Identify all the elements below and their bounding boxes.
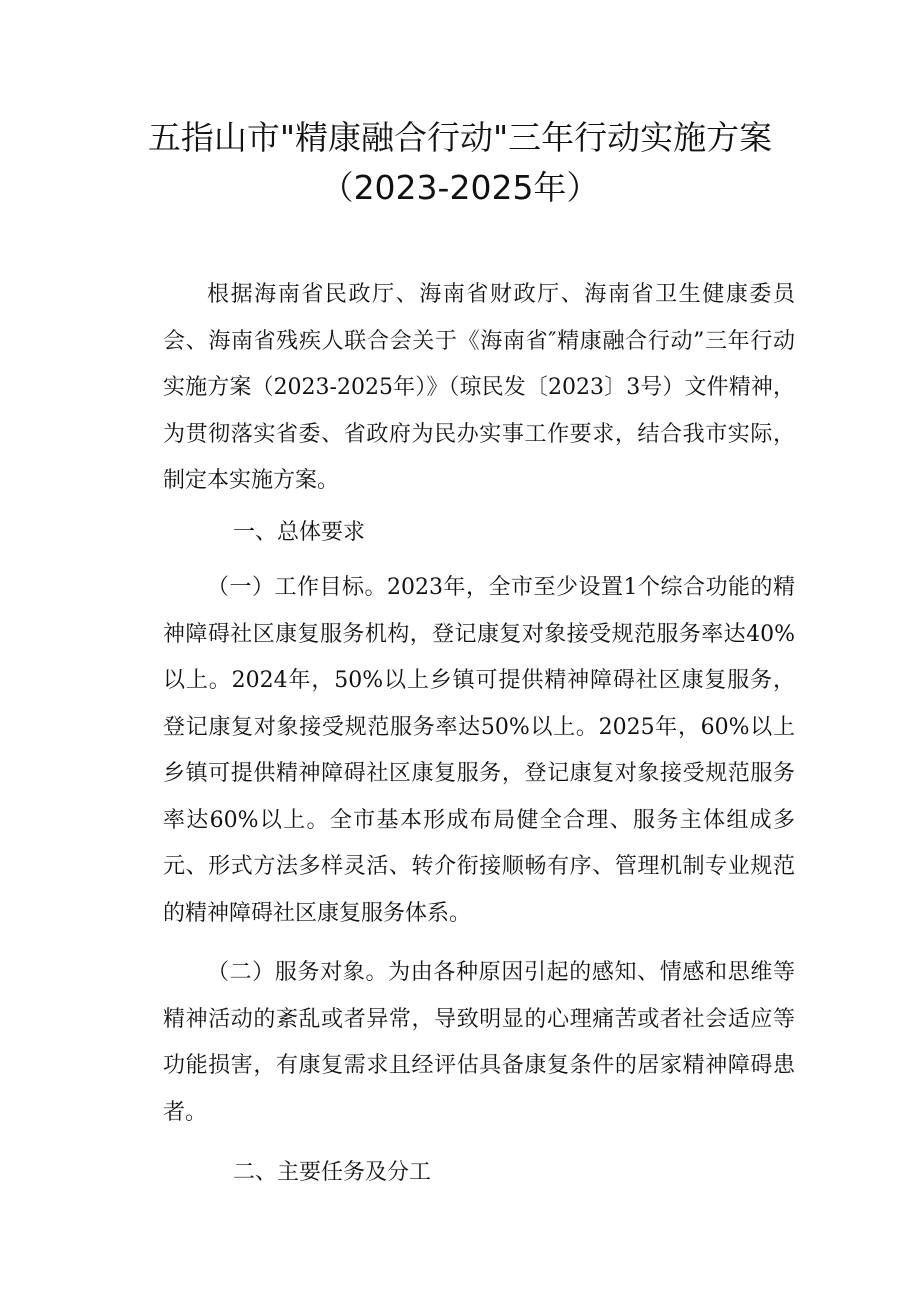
document-title: 五指山市"精康融合行动"三年行动实施方案: [147, 118, 773, 157]
section-heading-general-requirements: 一、总体要求: [233, 520, 366, 545]
service-targets-paragraph: （二）服务对象。为由各种原因引起的感知、情感和思维等精神活动的紊乱或者异常，导致明显的心理痛苦或者社会适应等功能损害，有康复需求且经评估具备康复条件的居家精神障碍患者。: [163, 960, 795, 1125]
section-heading-main-tasks: 二、主要任务及分工: [233, 1160, 432, 1185]
work-goals-paragraph: （一）工作目标。2023年，全市至少设置1个综合功能的精神障碍社区康复服务机构，登记康复对象接受规范服务率达40%以上。2024年，50%以上乡镇可提供精神障碍社区康复服务，登记康复对象接受规范服务率达50%以上。2025年，60%以上乡镇可提供精神障碍社区康复服务，登记康复对象接受规范服务率达60%以上。全市基本形成布局健全合理、服务主体组成多元、形式方法多样灵活、转介衔接顺畅有序、管理机制专业规范的精神障碍社区康复服务体系。: [163, 575, 795, 926]
intro-paragraph: 根据海南省民政厅、海南省财政厅、海南省卫生健康委员会、海南省残疾人联合会关于《海南省″精康融合行动”三年行动实施方案（2023-2025年）》（琼民发〔2023〕3号）文件精神，为贯彻落实省委、省政府为民办实事工作要求，结合我市实际，制定本实施方案。: [163, 282, 795, 493]
document-title-years: （2023-2025年）: [320, 168, 600, 207]
